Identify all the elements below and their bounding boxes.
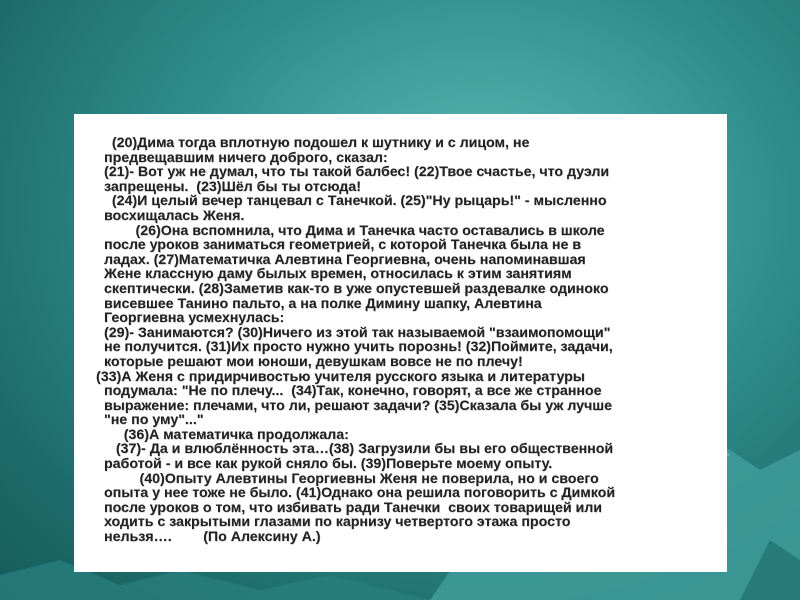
text-line: (33)А Женя с придирчивостью учителя русского языка и литературы [96,368,585,385]
text-line: которые решают мои юноши, девушкам вовсе не по плечу! [104,353,523,370]
text-line: "не по уму"..." [104,412,204,429]
text-line: опыта у нее тоже не было. (41)Однако она решила поговорить с Димкой [104,485,616,502]
text-line: ладах. (27)Математичка Алевтина Георгиевна, очень напоминавшая [104,251,586,268]
text-line: (24)И целый вечер танцевал с Танечкой. (25)"Ну рыцарь!" - мысленно [104,193,607,210]
text-line: висевшее Танино пальто, а на полке Димину шапку, Алевтина [104,295,542,312]
text-line: ходить с закрытыми глазами по карнизу четвертого этажа просто [104,514,571,531]
text-line: (20)Дима тогда вплотную подошел к шутнику и с лицом, не [104,135,530,151]
text-line: не получится. (31)Их просто нужно учить порознь! (32)Поймите, задачи, [104,339,613,356]
text-line: (21)- Вот уж не думал, что ты такой балбес! (22)Твое счастье, что дуэли [104,164,610,181]
text-line: Георгиевна усмехнулась: [104,310,285,327]
text-line: (36)А математичка продолжала: [104,426,349,443]
text-line: нельзя…. (По Алексину А.) [104,529,321,546]
passage-text [96,135,717,546]
text-line: подумала: "Не по плечу... (34)Так, конечно, говорят, а все же странное [104,383,602,400]
text-line: после уроков о том, что избивать ради Танечки своих товарищей или [104,499,602,516]
text-line: (37)- Да и влюблённость эта…(38) Загрузили бы вы его общественной [104,441,614,458]
text-line: восхищалась Женя. [104,207,245,224]
text-line: запрещены. (23)Шёл бы ты отсюда! [104,178,361,195]
text-line: скептически. (28)Заметив как-то в уже опустевшей раздевалке одиноко [104,280,609,297]
text-line: после уроков заниматься геометрией, с которой Танечка была не в [104,237,582,254]
text-line: (40)Опыту Алевтины Георгиевны Женя не поверила, но и своего [104,470,599,487]
text-line: Жене классную даму былых времен, относилась к этим занятиям [104,266,572,283]
text-line: работой - и все как рукой сняло бы. (39)Поверьте моему опыту. [104,456,553,473]
text-panel [74,114,727,572]
text-line: (29)- Занимаются? (30)Ничего из этой так называемой "взаимопомощи" [104,324,611,341]
text-line: предвещавшим ничего доброго, сказал: [104,149,388,166]
text-line: (26)Она вспомнила, что Дима и Танечка часто оставались в школе [104,222,605,239]
text-line: выражение: плечами, что ли, решают задачи? (35)Сказала бы уж лучше [104,397,612,414]
